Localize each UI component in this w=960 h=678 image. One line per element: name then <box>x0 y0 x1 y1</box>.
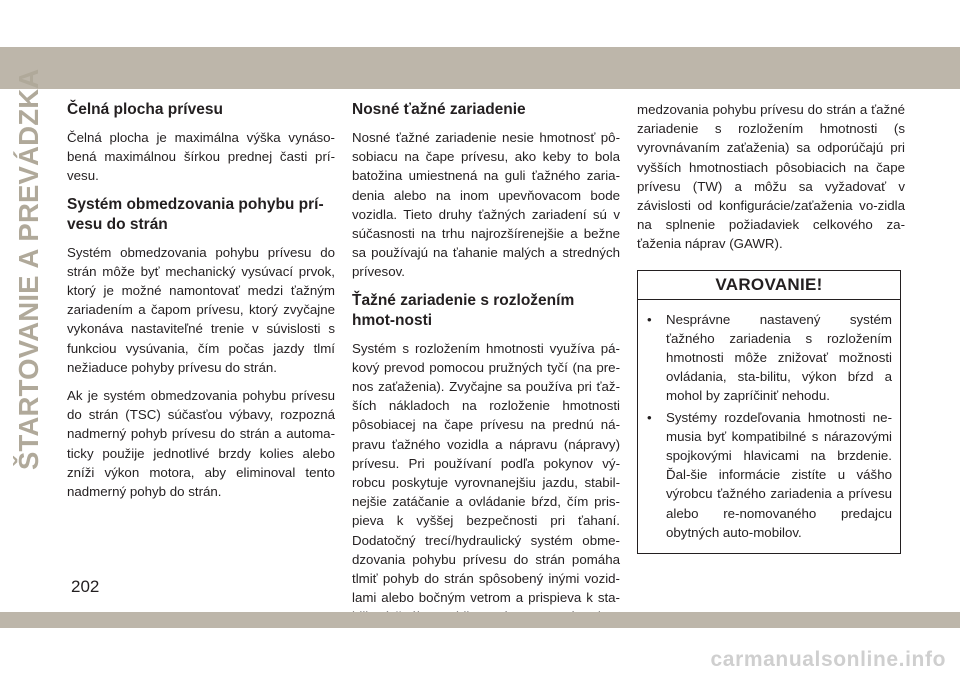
warning-item <box>647 408 892 542</box>
paragraph: Nosné ťažné zariadenie nesie hmotnosť pô-sobiacu na čape prívesu, ako keby to bola batožina umiestnená na guli ťažného zaria-denia alebo na inom upevňovacom bode vozidla. Tieto druhy ťažných zariadení sú v súčasnosti na trhu najrozšírenejšie a bežne sa používajú na ťahanie malých a stredných prívesov. <box>352 130 620 280</box>
section-tab-title: ŠTARTOVANIE A PREVÁDZKA <box>13 68 44 470</box>
heading-weight-carrying-hitch: Nosné ťažné zariadenie <box>352 101 526 118</box>
paragraph: Čelná plocha je maximálna výška vynáso-bená maximálnou šírkou prednej časti prí-vesu. <box>67 130 335 184</box>
paragraph: Ak je systém obmedzovania pohybu prívesu do strán (TSC) súčasťou výbavy, rozpozná nadmerný pohyb prívesu do strán a automa-ticky použije jednotlivé brzdy kolies alebo zníži výkon motora, aby eliminoval tento nadmerný pohyb do strán. <box>67 388 335 500</box>
heading-weight-distributing-hitch: Ťažné zariadenie s rozložením hmot-nosti <box>352 291 575 329</box>
column-middle <box>352 100 620 636</box>
heading-sway-control: Systém obmedzovania pohybu prí-vesu do strán <box>67 195 324 233</box>
column-right <box>637 100 905 554</box>
footer-band <box>0 612 960 628</box>
warning-box <box>637 270 901 554</box>
warning-item-text: Systémy rozdeľovania hmotnosti ne-musia byť kompatibilné s nárazovými spojkovými hlavicami na brzdenie. Ďal-šie informácie zistíte u vášho výrobcu ťažného zariadenia a prívesu alebo re-nomovaného predajcu obytných auto-mobilov. <box>666 409 892 540</box>
watermark: carmanualsonline.info <box>710 648 946 671</box>
heading-front-area: Čelná plocha prívesu <box>67 101 223 118</box>
column-left <box>67 100 335 510</box>
paragraph: medzovania pohybu prívesu do strán a ťažné zariadenie s rozložením hmotnosti (s vyrovnávaním zaťaženia) sa odporúčajú pri vyšších hmotnostiach pôsobiacich na čape prívesu (TW) a môžu sa vyžadovať v závislosti od konfigurácie/zaťaženia vo-zidla na splnenie požiadaviek celkového za-ťaženia náprav (GAWR). <box>637 102 905 252</box>
bullet-icon: • <box>647 409 652 425</box>
warning-list <box>638 310 900 542</box>
warning-item-text: Nesprávne nastavený systém ťažného zariadenia s rozložením hmotnosti môže znižovať možnosti ovládania, sta-bilitu, výkon bŕzd a mohol by zapríčiniť nehodu. <box>666 311 892 404</box>
paragraph: Systém obmedzovania pohybu prívesu do strán môže byť mechanický vysúvací prvok, ktorý je možné namontovať medzi ťažným zariadením a čapom prívesu, ktorý zvyčajne vykonáva nastaviteľné trenie v súvislosti s funkciou vysúvania, čím počas jazdy tlmí nežiaduce pohyby prívesu do strán. <box>67 244 335 375</box>
warning-title: VAROVANIE! <box>638 271 900 300</box>
bullet-icon: • <box>647 311 652 327</box>
header-band <box>0 47 960 89</box>
page-number: 202 <box>71 577 100 596</box>
paragraph: Systém s rozložením hmotnosti využíva pá-kový prevod pomocou pružných tyčí (na pre-nos zaťaženia). Zvyčajne sa používa pri ťaž-ších nákladoch na rozloženie hmotnosti pôsobiacej na čape prívesu na prednú ná-pravu ťažného vozidla a nápravu (nápravy) prívesu. Pri používaní podľa pokynov vý-robcu poskytuje vyrovnanejšiu jazdu, stabil-nejšie zatáčanie a ovládanie bŕzd, čím pris-pieva k vyššej bezpečnosti pri ťahaní. Dodatočný trecí/hydraulický systém obme-dzovania pohybu prívesu do strán pomáha tlmiť pohyb do strán spôsobený inými vozid-lami alebo bočným vetrom a prispieva k sta- <box>352 340 620 606</box>
warning-item <box>647 310 892 406</box>
